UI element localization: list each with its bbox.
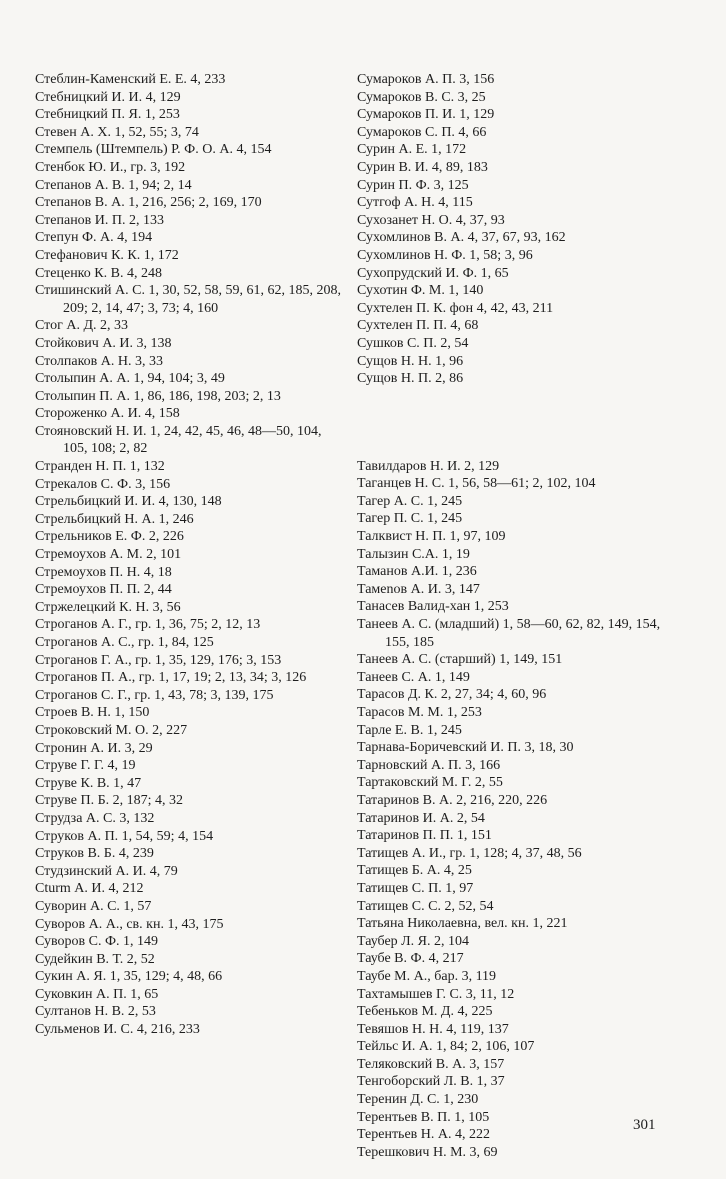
index-entry: Суворов А. А., св. кн. 1, 43, 175 bbox=[35, 916, 224, 932]
index-entry: Судейкин В. Т. 2, 52 bbox=[35, 951, 155, 967]
index-entry: Стремоухов А. М. 2, 101 bbox=[35, 547, 182, 563]
index-entry: Сущов Н. Н. 1, 96 bbox=[357, 353, 464, 369]
index-entry: Тарасов Д. К. 2, 27, 34; 4, 60, 96 bbox=[357, 687, 547, 703]
index-entry: Сумароков В. С. 3, 25 bbox=[357, 89, 486, 105]
index-entry: Тарасов М. М. 1, 253 bbox=[357, 705, 482, 720]
index-entry: Татаринов П. П. 1, 151 bbox=[357, 828, 492, 844]
index-entry: Стенбок Ю. И., гр. 3, 192 bbox=[35, 159, 186, 175]
index-entry: Тенгоборский Л. В. 1, 37 bbox=[357, 1074, 505, 1090]
index-entry: Струве П. Б. 2, 187; 4, 32 bbox=[35, 793, 184, 809]
index-entry: Тейльс И. А. 1, 84; 2, 106, 107 bbox=[357, 1039, 535, 1055]
index-entry: Тамеnов А. И. 3, 147 bbox=[357, 581, 480, 597]
index-entry: Тарле Е. В. 1, 245 bbox=[357, 722, 462, 738]
index-entry: Струдза А. С. 3, 132 bbox=[35, 810, 155, 826]
index-entry: Стойкович А. И. 3, 138 bbox=[35, 335, 172, 351]
index-entry: Сухомлинов В. А. 4, 37, 67, 93, 162 bbox=[357, 230, 566, 246]
index-entry: Талызин С.А. 1, 19 bbox=[357, 546, 470, 562]
index-entry: Стремоухов П. Н. 4, 18 bbox=[35, 564, 172, 580]
index-entry: Талквист Н. П. 1, 97, 109 bbox=[357, 529, 506, 545]
right-column bbox=[357, 71, 677, 1161]
index-entry: Терентьев Н. А. 4, 222 bbox=[357, 1127, 490, 1143]
index-entry: Сturm А. И. 4, 212 bbox=[35, 881, 144, 897]
index-entry: Стеблин-Каменский Е. Е. 4, 233 bbox=[35, 72, 226, 87]
index-entry: Татищев Б. А. 4, 25 bbox=[357, 863, 472, 879]
index-entry: Суковкин А. П. 1, 65 bbox=[35, 986, 159, 1002]
index-entry: Стебницкий И. И. 4, 129 bbox=[35, 89, 181, 105]
left-column bbox=[35, 71, 345, 1039]
index-entry: Строганов А. Г., гр. 1, 36, 75; 2, 12, 13 bbox=[35, 617, 261, 633]
index-entry: Сухтелен П. К. фон 4, 42, 43, 211 bbox=[357, 300, 554, 316]
right-column-bottom bbox=[357, 458, 677, 1162]
index-entry: Сутгоф А. Н. 4, 115 bbox=[357, 195, 473, 211]
index-entry: Стевен А. Х. 1, 52, 55; 3, 74 bbox=[35, 124, 199, 140]
index-entry: Строев В. Н. 1, 150 bbox=[35, 705, 150, 721]
index-entry: Таубе М. А., бар. 3, 119 bbox=[357, 968, 497, 984]
index-entry: Степанов А. В. 1, 94; 2, 14 bbox=[35, 177, 192, 193]
index-entry: Тевяшов Н. Н. 4, 119, 137 bbox=[357, 1021, 509, 1037]
index-entry: Татищев А. И., гр. 1, 128; 4, 37, 48, 56 bbox=[357, 845, 582, 861]
index-entry: Танасев Валид-хан 1, 253 bbox=[357, 599, 509, 615]
index-entry: Сухотин Ф. М. 1, 140 bbox=[357, 283, 484, 299]
index-entry: Теляковский В. А. 3, 157 bbox=[357, 1056, 505, 1072]
index-entry: Степанов В. А. 1, 216, 256; 2, 169, 170 bbox=[35, 195, 262, 211]
index-entry: Стебницкий П. Я. 1, 253 bbox=[35, 107, 180, 123]
index-entry: Струков В. Б. 4, 239 bbox=[35, 846, 154, 862]
index-entry: Сухопрудский И. Ф. 1, 65 bbox=[357, 265, 509, 281]
index-entry: Стишинский А. С. 1, 30, 52, 58, 59, 61, 62, 185, 208, 209; 2, 14, 47; 3, 73; 4, 160 bbox=[35, 283, 341, 316]
index-entry: Струве Г. Г. 4, 19 bbox=[35, 758, 136, 774]
index-entry: Струве К. В. 1, 47 bbox=[35, 775, 142, 791]
index-entry: Сурин П. Ф. 3, 125 bbox=[357, 177, 469, 193]
index-entry: Стефанович К. К. 1, 172 bbox=[35, 247, 179, 263]
index-entry: Стронин А. И. 3, 29 bbox=[35, 740, 153, 756]
index-entry: Тагер А. С. 1, 245 bbox=[357, 493, 463, 509]
index-entry: Сушков С. П. 2, 54 bbox=[357, 335, 469, 351]
index-entry: Тебеньков М. Д. 4, 225 bbox=[357, 1004, 493, 1020]
index-entry: Стрельбицкий И. И. 4, 130, 148 bbox=[35, 494, 222, 510]
index-entry: Таманов А.И. 1, 236 bbox=[357, 564, 477, 580]
index-entry: Танеев С. А. 1, 149 bbox=[357, 669, 470, 685]
index-entry: Тагер П. С. 1, 245 bbox=[357, 511, 463, 527]
index-entry: Сумароков А. П. 3, 156 bbox=[357, 72, 495, 87]
index-entry: Терешкович Н. М. 3, 69 bbox=[357, 1144, 498, 1160]
index-entry: Стог А. Д. 2, 33 bbox=[35, 318, 128, 334]
index-entry: Таубе В. Ф. 4, 217 bbox=[357, 951, 464, 967]
index-entry: Странден Н. П. 1, 132 bbox=[35, 459, 165, 475]
index-entry: Стрельников Е. Ф. 2, 226 bbox=[35, 529, 184, 545]
index-entry: Сульменов И. С. 4, 216, 233 bbox=[35, 1022, 200, 1038]
index-entry: Тавилдаров Н. И. 2, 129 bbox=[357, 458, 500, 474]
page-number: 301 bbox=[633, 1117, 656, 1133]
index-entry: Стремоухов П. П. 2, 44 bbox=[35, 582, 172, 598]
index-entry: Таганцев Н. С. 1, 56, 58—61; 2, 102, 104 bbox=[357, 476, 596, 492]
index-entry: Стрекалов С. Ф. 3, 156 bbox=[35, 476, 171, 492]
index-entry: Суворов С. Ф. 1, 149 bbox=[35, 934, 159, 950]
index-entry: Сущов Н. П. 2, 86 bbox=[357, 371, 464, 387]
index-entry: Стояновский Н. И. 1, 24, 42, 45, 46, 48—50, 104, 105, 108; 2, 82 bbox=[35, 423, 322, 457]
index-entry: Тарновский А. П. 3, 166 bbox=[357, 757, 501, 773]
index-entry: Стороженко А. И. 4, 158 bbox=[35, 406, 180, 422]
index-entry: Татьяна Николаевна, вел. кн. 1, 221 bbox=[357, 916, 568, 932]
index-entry: Строганов А. С., гр. 1, 84, 125 bbox=[35, 635, 214, 650]
index-entry: Сумароков П. И. 1, 129 bbox=[357, 107, 495, 123]
index-entry: Терентьев В. П. 1, 105 bbox=[357, 1109, 490, 1125]
index-entry: Сукин А. Я. 1, 35, 129; 4, 48, 66 bbox=[35, 969, 223, 985]
index-entry: Танеев А. С. (старший) 1, 149, 151 bbox=[357, 652, 563, 668]
index-entry: Сухтелен П. П. 4, 68 bbox=[357, 318, 479, 334]
index-entry: Сумароков С. П. 4, 66 bbox=[357, 124, 487, 140]
letter-section-gap bbox=[357, 388, 677, 458]
index-entry: Таубер Л. Я. 2, 104 bbox=[357, 933, 470, 949]
index-entry: Татаринов В. А. 2, 216, 220, 226 bbox=[357, 792, 548, 808]
index-entry: Степанов И. П. 2, 133 bbox=[35, 212, 165, 228]
index-entry: Строковский М. О. 2, 227 bbox=[35, 722, 188, 738]
index-entry: Татаринов И. А. 2, 54 bbox=[357, 810, 485, 826]
index-entry: Татищев С. С. 2, 52, 54 bbox=[357, 898, 494, 914]
index-entry: Строганов П. А., гр. 1, 17, 19; 2, 13, 34; 3, 126 bbox=[35, 670, 307, 686]
index-entry: Стемпель (Штемпель) Р. Ф. О. А. 4, 154 bbox=[35, 142, 272, 158]
index-entry: Стрельбицкий Н. А. 1, 246 bbox=[35, 511, 194, 527]
index-entry: Тартаковский М. Г. 2, 55 bbox=[357, 775, 503, 791]
index-entry: Сурин В. И. 4, 89, 183 bbox=[357, 159, 488, 175]
index-entry: Степун Ф. А. 4, 194 bbox=[35, 230, 153, 246]
index-entry: Стржелецкий К. Н. 3, 56 bbox=[35, 599, 181, 615]
index-entry: Тарнава-Боричевский И. П. 3, 18, 30 bbox=[357, 740, 574, 756]
index-entry: Стеценко К. В. 4, 248 bbox=[35, 265, 162, 281]
index-entry: Студзинский А. И. 4, 79 bbox=[35, 863, 178, 879]
index-entry: Султанов Н. В. 2, 53 bbox=[35, 1004, 156, 1020]
index-entry: Струков А. П. 1, 54, 59; 4, 154 bbox=[35, 828, 214, 844]
index-entry: Тахтамышев Г. С. 3, 11, 12 bbox=[357, 986, 515, 1002]
index-entry: Строганов С. Г., гр. 1, 43, 78; 3, 139, 175 bbox=[35, 687, 274, 703]
index-entry: Сурин А. Е. 1, 172 bbox=[357, 142, 467, 158]
index-entry: Столпаков А. Н. 3, 33 bbox=[35, 353, 164, 369]
index-entry: Столыпин А. А. 1, 94, 104; 3, 49 bbox=[35, 371, 225, 387]
index-entry: Сухомлинов Н. Ф. 1, 58; 3, 96 bbox=[357, 247, 533, 263]
index-entry: Сухозанет Н. О. 4, 37, 93 bbox=[357, 212, 505, 228]
index-entry: Татищев С. П. 1, 97 bbox=[357, 880, 474, 896]
right-column-top bbox=[357, 71, 677, 388]
index-entry: Теренин Д. С. 1, 230 bbox=[357, 1092, 479, 1108]
index-entry: Суворин А. С. 1, 57 bbox=[35, 898, 152, 914]
index-entry: Строганов Г. А., гр. 1, 35, 129, 176; 3, 153 bbox=[35, 652, 282, 668]
index-entry: Столыпин П. А. 1, 86, 186, 198, 203; 2, 13 bbox=[35, 388, 281, 404]
index-entry: Танеев А. С. (младший) 1, 58—60, 62, 82, 149, 154, 155, 185 bbox=[357, 617, 661, 650]
